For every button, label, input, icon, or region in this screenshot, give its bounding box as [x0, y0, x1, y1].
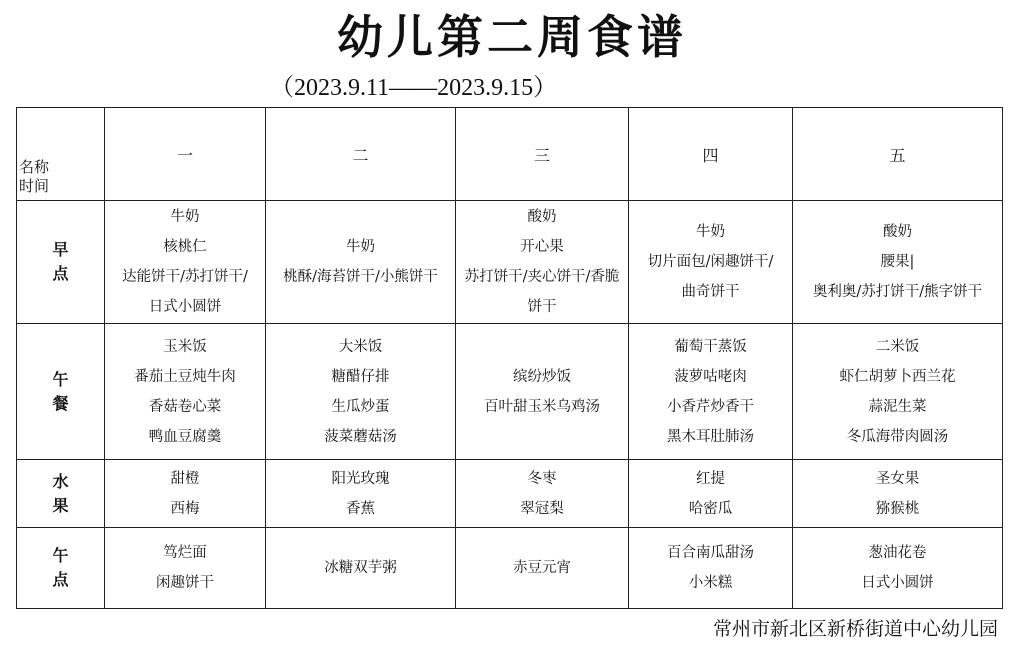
menu-cell: [793, 201, 1003, 324]
menu-item: 开心果: [520, 239, 564, 255]
corner-label-time: 时间: [19, 177, 50, 195]
page-title: 幼儿第二周食谱: [337, 10, 687, 64]
breakfast-row: [17, 201, 1003, 324]
kindergarten-name: 常州市新北区新桥街道中心幼儿园: [712, 618, 998, 640]
afternoon-snack-row: [17, 528, 1003, 609]
menu-cell: [629, 528, 793, 609]
row-label-text: 点: [52, 264, 69, 283]
menu-cell: [456, 201, 629, 324]
menu-item: 葱油花卷: [868, 545, 927, 561]
row-label-cell: [17, 460, 105, 528]
menu-cell: [266, 528, 456, 609]
menu-item: 冬枣: [527, 470, 557, 487]
menu-item: 翠冠梨: [520, 500, 564, 517]
menu-item: 菠萝咕咾肉: [674, 368, 747, 385]
menu-cell: [793, 324, 1003, 460]
menu-item: 冬瓜海带肉圆汤: [846, 428, 949, 445]
menu-cell: [105, 201, 266, 324]
fruit-row: [17, 460, 1003, 528]
menu-cell: [105, 528, 266, 609]
menu-item: 奥利奥/苏打饼干/熊字饼干: [812, 284, 983, 300]
menu-cell: [793, 528, 1003, 609]
row-label-cell: [17, 528, 105, 609]
menu-item: 冰糖双芋粥: [324, 560, 397, 576]
menu-item: 番茄土豆炖牛肉: [134, 368, 236, 385]
menu-item: 腰果|: [880, 254, 915, 270]
menu-cell: [629, 201, 793, 324]
menu-cell: [266, 201, 456, 324]
menu-item: 猕猴桃: [875, 500, 920, 517]
menu-item: 红提: [696, 470, 725, 487]
menu-item: 小香芹炒香干: [667, 398, 754, 415]
menu-cell: [105, 324, 266, 460]
row-label-text: 午: [52, 369, 69, 389]
weekly-menu-table: [16, 107, 1003, 609]
menu-item: 生瓜炒蛋: [331, 398, 390, 415]
menu-item: 小米糕: [688, 575, 733, 591]
menu-item: 哈密瓜: [688, 500, 733, 517]
row-label-text: 果: [52, 495, 69, 515]
menu-item: 百叶甜玉米乌鸡汤: [484, 398, 600, 415]
menu-cell: [456, 324, 629, 460]
menu-item: 达能饼干/苏打饼干/: [122, 269, 248, 285]
row-label-text: 午: [52, 546, 69, 565]
menu-item: 苏打饼干/夹心饼干/香脆饼干: [464, 269, 620, 315]
menu-item: 牛奶: [696, 224, 725, 240]
menu-item: 笃烂面: [163, 545, 207, 561]
menu-item: 切片面包/闲趣饼干/: [647, 254, 774, 270]
menu-item: 糖醋仔排: [331, 368, 390, 385]
menu-cell: [629, 324, 793, 460]
menu-item: 酸奶: [527, 209, 557, 225]
menu-item: 酸奶: [883, 224, 912, 240]
menu-item: 百合南瓜甜汤: [667, 545, 754, 561]
menu-item: 香蕉: [346, 500, 375, 517]
menu-item: 曲奇饼干: [681, 284, 740, 300]
row-label-text: 水: [52, 471, 69, 491]
day-header-wed: 三: [456, 108, 629, 201]
menu-item: 香菇卷心菜: [148, 398, 222, 415]
menu-item: 大米饭: [338, 338, 383, 355]
row-label-text: 早: [52, 240, 69, 259]
menu-item: 虾仁胡萝卜西兰花: [839, 368, 956, 385]
corner-label-name: 名称: [19, 158, 50, 176]
corner-cell: [17, 108, 105, 201]
menu-item: 菠菜蘑菇汤: [324, 428, 397, 445]
menu-item: 二米饭: [875, 338, 920, 355]
menu-cell: [266, 324, 456, 460]
lunch-row: [17, 324, 1003, 460]
menu-item: 鸭血豆腐羹: [148, 428, 222, 445]
menu-cell: [629, 460, 793, 528]
menu-item: 核桃仁: [163, 239, 207, 255]
day-header-thu: 四: [629, 108, 793, 201]
menu-item: 葡萄干蒸饭: [674, 338, 747, 355]
menu-cell: [456, 460, 629, 528]
menu-item: 赤豆元宵: [513, 560, 571, 576]
menu-item: 甜橙: [170, 470, 200, 487]
row-label-cell: [17, 201, 105, 324]
menu-item: 黑木耳肚肺汤: [667, 428, 754, 445]
menu-cell: [266, 460, 456, 528]
menu-cell: [456, 528, 629, 609]
menu-item: 圣女果: [875, 470, 920, 487]
menu-item: 牛奶: [170, 209, 200, 225]
day-header-fri: 五: [793, 108, 1003, 201]
menu-item: 日式小圆饼: [861, 575, 934, 591]
menu-item: 闲趣饼干: [156, 575, 214, 591]
menu-item: 蒜泥生菜: [868, 398, 927, 415]
date-range: （2023.9.11——2023.9.15）: [270, 75, 558, 101]
menu-item: 缤纷炒饭: [513, 368, 571, 385]
menu-cell: [793, 460, 1003, 528]
header-row: [17, 108, 1003, 201]
day-header-tue: 二: [266, 108, 456, 201]
row-label-cell: [17, 324, 105, 460]
menu-item: 日式小圆饼: [148, 299, 222, 315]
menu-item: 玉米饭: [163, 338, 207, 355]
row-label-text: 餐: [52, 393, 69, 413]
menu-cell: [105, 460, 266, 528]
row-label-text: 点: [52, 570, 69, 589]
day-header-mon: 一: [105, 108, 266, 201]
menu-item: 桃酥/海苔饼干/小熊饼干: [283, 269, 438, 285]
menu-item: 阳光玫瑰: [331, 470, 390, 487]
menu-item: 西梅: [170, 500, 200, 517]
menu-item: 牛奶: [346, 239, 375, 255]
